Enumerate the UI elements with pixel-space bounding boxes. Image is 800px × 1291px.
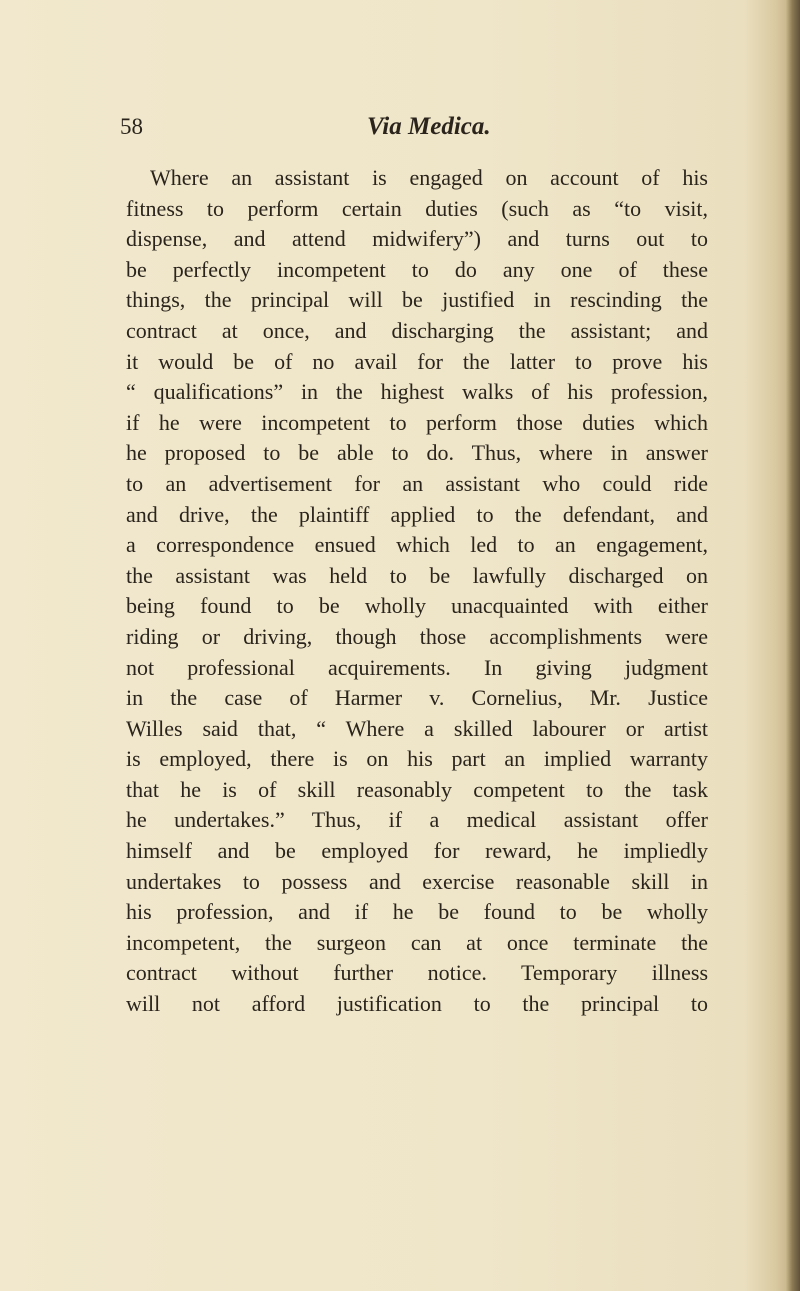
text-line: a correspondence ensued which led to an engagement, — [126, 532, 708, 558]
text-line: contract without further notice. Temporary illness — [126, 960, 708, 986]
text-line: dispense, and attend midwifery”) and turns out to — [126, 226, 708, 252]
text-line: if he were incompetent to perform those duties which — [126, 409, 708, 435]
page-number: 58 — [120, 114, 143, 139]
text-line: riding or driving, though those accomplishments were — [126, 623, 708, 649]
text-line: incompetent, the surgeon can at once terminate the — [126, 929, 708, 955]
text-line: be perfectly incompetent to do any one of these — [126, 256, 708, 282]
text-line: he proposed to be able to do. Thus, where in answer — [126, 440, 708, 466]
text-line: and drive, the plaintiff applied to the defendant, and — [126, 501, 708, 527]
text-line: in the case of Harmer v. Cornelius, Mr. Justice — [126, 685, 708, 711]
text-line: himself and be employed for reward, he impliedly — [126, 838, 708, 864]
page-header — [120, 112, 720, 148]
text-line: is employed, there is on his part an implied warranty — [126, 746, 708, 772]
text-line: it would be of no avail for the latter to prove his — [126, 348, 708, 374]
text-line: contract at once, and discharging the assistant; and — [126, 317, 708, 343]
text-line: being found to be wholly unacquainted with either — [126, 593, 708, 619]
text-line: will not afford justification to the principal to — [126, 991, 708, 1017]
text-line: his profession, and if he be found to be wholly — [126, 899, 708, 925]
text-line: fitness to perform certain duties (such as “to visit, — [126, 195, 708, 221]
text-line: that he is of skill reasonably competent to the task — [126, 776, 708, 802]
text-line: he undertakes.” Thus, if a medical assistant offer — [126, 807, 708, 833]
text-line: things, the principal will be justified in rescinding the — [126, 287, 708, 313]
text-line: to an advertisement for an assistant who could ride — [126, 470, 708, 496]
text-line: undertakes to possess and exercise reasonable skill in — [126, 868, 708, 894]
text-line: not professional acquirements. In giving judgment — [126, 654, 708, 680]
page-edge-shadow — [786, 0, 800, 1291]
text-line: the assistant was held to be lawfully discharged on — [126, 562, 708, 588]
running-title: Via Medica. — [367, 113, 491, 140]
text-line: Where an assistant is engaged on account of his — [150, 165, 708, 190]
body-paragraph — [126, 163, 708, 1020]
text-line: “ qualifications” in the highest walks of his profession, — [126, 379, 708, 405]
text-line: Willes said that, “ Where a skilled labourer or artist — [126, 715, 708, 741]
